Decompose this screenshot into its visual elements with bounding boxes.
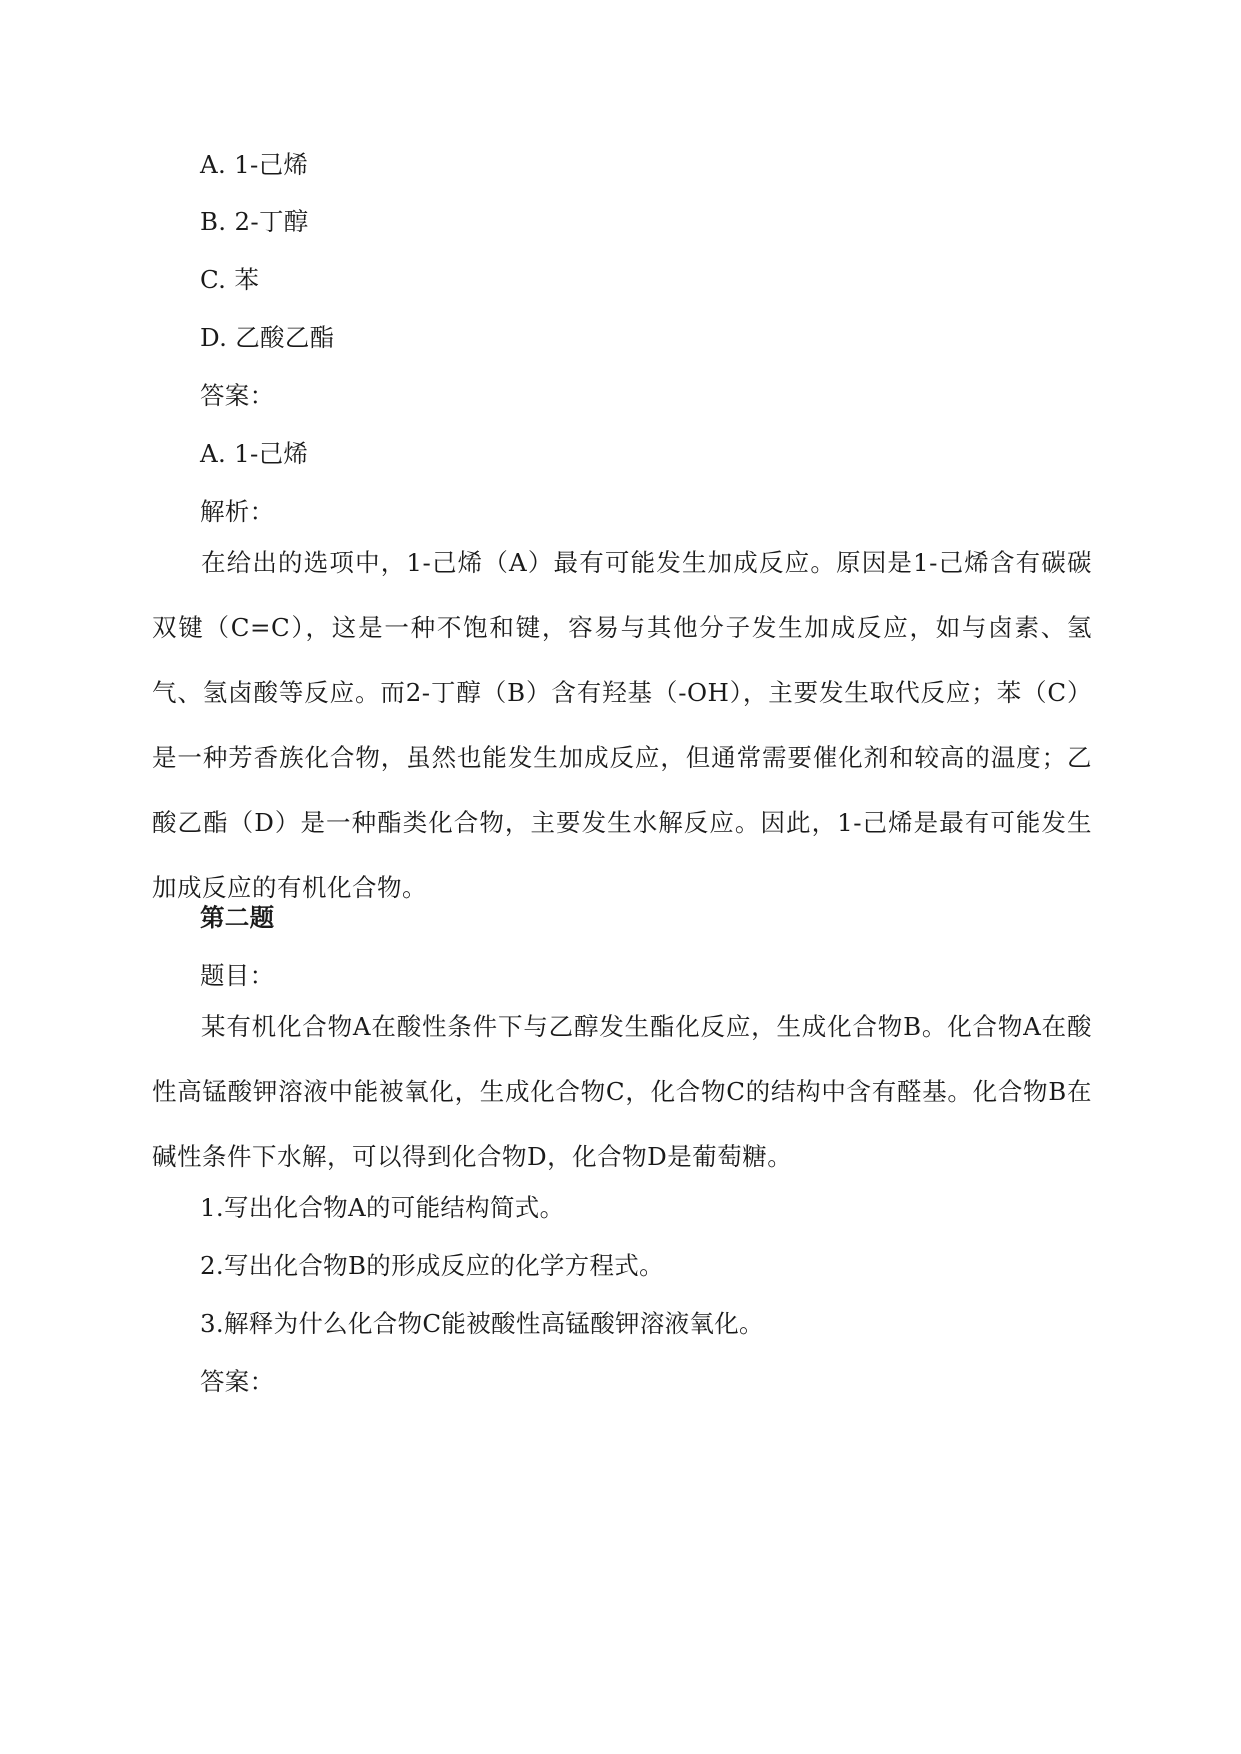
stem-paragraph: 某有机化合物A在酸性条件下与乙醇发生酯化反应，生成化合物B。化合物A在酸性高锰酸钾溶液中能被氧化，生成化合物C，化合物C的结构中含有醛基。化合物B在碱性条件下水解，可以得到化合物D，化合物D是葡萄糖。 (152, 1012, 1092, 1171)
option-d: D. 乙酸乙酯 (200, 323, 335, 352)
sub-question-2: 2.写出化合物B的形成反应的化学方程式。 (200, 1251, 664, 1280)
answer-label: 答案： (200, 381, 275, 410)
stem-label: 题目： (200, 961, 275, 990)
option-b: B. 2-丁醇 (200, 207, 309, 236)
question-heading: 第二题 (200, 903, 275, 932)
answer-text: A. 1-己烯 (200, 439, 309, 468)
sub-question-3: 3.解释为什么化合物C能被酸性高锰酸钾溶液氧化。 (200, 1309, 764, 1338)
answer-label-2: 答案： (200, 1367, 275, 1396)
analysis-paragraph: 在给出的选项中，1-己烯（A）最有可能发生加成反应。原因是1-己烯含有碳碳双键（C=C），这是一种不饱和键，容易与其他分子发生加成反应，如与卤素、氢气、氢卤酸等反应。而2-丁醇（B）含有羟基（-OH），主要发生取代反应；苯（C）是一种芳香族化合物，虽然也能发生加成反应，但通常需要催化剂和较高的温度；乙酸乙酯（D）是一种酯类化合物，主要发生水解反应。因此，1-己烯是最有可能发生加成反应的有机化合物。 (152, 548, 1092, 902)
option-a: A. 1-己烯 (200, 150, 309, 179)
analysis-label: 解析： (200, 497, 275, 526)
option-c: C. 苯 (200, 265, 260, 294)
sub-question-1: 1.写出化合物A的可能结构简式。 (200, 1193, 565, 1222)
